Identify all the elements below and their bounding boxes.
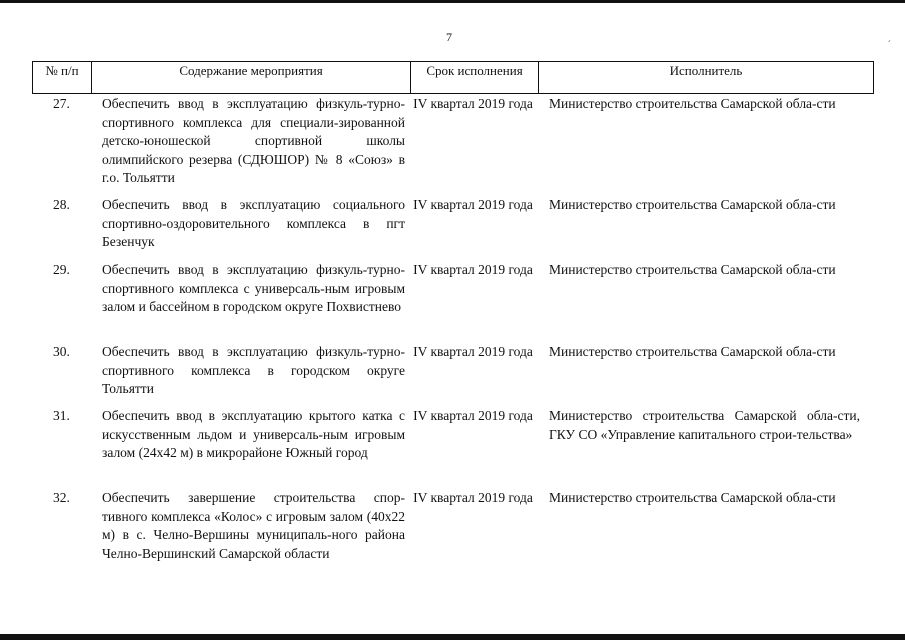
row-term: IV квартал 2019 года (413, 344, 533, 359)
row-executor: Министерство строительства Самарской обла-сти (549, 262, 836, 277)
header-content: Содержание мероприятия (91, 62, 410, 93)
header-num (33, 62, 91, 93)
header-executor: Исполнитель (538, 62, 873, 93)
row-executor: Министерство строительства Самарской обла-сти, ГКУ СО «Управление капитального строи-тельства» (549, 408, 860, 442)
page-number: 7 (446, 30, 452, 44)
row-executor: Министерство строительства Самарской обла-сти (549, 490, 836, 505)
row-executor: Министерство строительства Самарской обла-сти (549, 96, 836, 111)
row-number: 28. (53, 197, 70, 212)
row-content: Обеспечить завершение строительства спор-тивного комплекса «Колос» с игровым залом (40х22 м) в с. Челно-Вершины муниципаль-ного района Челно-Вершинский Самарской области (102, 490, 405, 561)
table-row (32, 343, 874, 407)
row-number: 32. (53, 490, 70, 505)
table-row (32, 407, 874, 489)
row-executor: Министерство строительства Самарской обла-сти (549, 344, 836, 359)
row-number: 31. (53, 408, 70, 423)
table-header (32, 61, 874, 94)
row-term: IV квартал 2019 года (413, 490, 533, 505)
scan-bottom-edge (0, 634, 905, 640)
row-term: IV квартал 2019 года (413, 262, 533, 277)
row-executor: Министерство строительства Самарской обла-сти (549, 197, 836, 212)
row-content: Обеспечить ввод в эксплуатацию социального спортивно-оздоровительного комплекса в пгт Безенчук (102, 197, 405, 249)
row-content: Обеспечить ввод в эксплуатацию физкуль-турно-спортивного комплекса с универсаль-ным игровым залом и бассейном в городском округе Похвистнево (102, 262, 405, 314)
scan-top-edge (0, 0, 905, 3)
row-content: Обеспечить ввод в эксплуатацию физкуль-турно-спортивного комплекса в городском округе Тольятти (102, 344, 405, 396)
table-body (32, 95, 874, 589)
row-number: 27. (53, 96, 70, 111)
row-term: IV квартал 2019 года (413, 408, 533, 423)
header-num-label: № п/п (45, 63, 79, 78)
table-row (32, 261, 874, 343)
row-term: IV квартал 2019 года (413, 96, 533, 111)
table-row (32, 95, 874, 196)
scan-speck: ´ (887, 40, 891, 51)
row-term: IV квартал 2019 года (413, 197, 533, 212)
table-row (32, 196, 874, 261)
row-number: 30. (53, 344, 70, 359)
header-term: Срок исполнения (410, 62, 538, 93)
row-content: Обеспечить ввод в эксплуатацию крытого катка с искусственным льдом и универсаль-ным игровым залом (24х42 м) в микрорайоне Южный город (102, 408, 405, 460)
row-number: 29. (53, 262, 70, 277)
row-content: Обеспечить ввод в эксплуатацию физкуль-турно-спортивного комплекса для специали-зированной детско-юношеской спортивной школы олимпийского резерва (СДЮШОР) № 8 «Союз» в г.о. Тольятти (102, 96, 405, 185)
table-row (32, 489, 874, 589)
